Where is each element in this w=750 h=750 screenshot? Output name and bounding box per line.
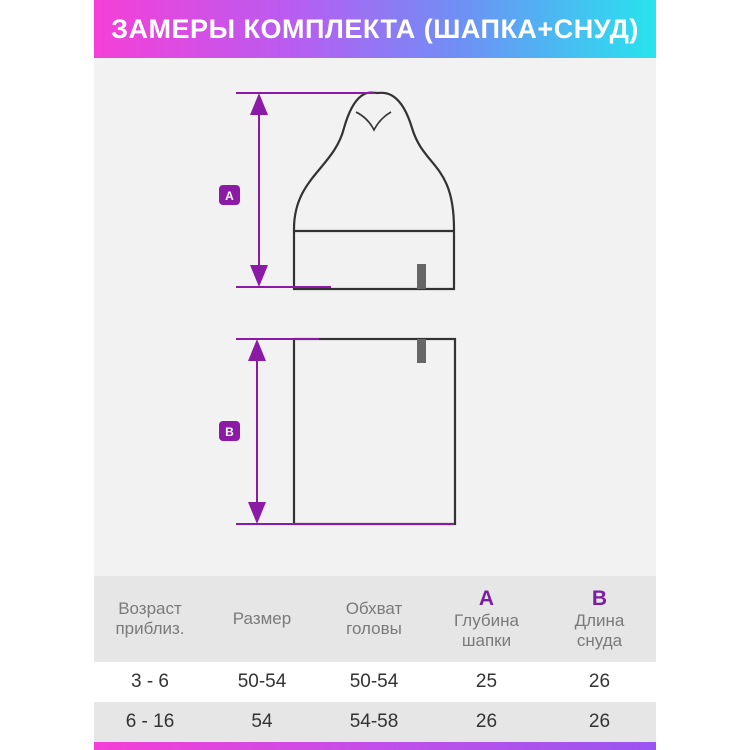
measure-b-arrow-up bbox=[248, 339, 266, 361]
snood-illustration bbox=[294, 339, 455, 524]
cell-length: 26 bbox=[588, 671, 611, 692]
cell-head: 50-54 bbox=[349, 671, 399, 692]
header-head-line2: головы bbox=[346, 619, 402, 638]
table-header bbox=[94, 576, 656, 662]
hat-label-tag bbox=[417, 264, 426, 289]
header-depth-line1: Глубина bbox=[454, 611, 519, 630]
cell-size: 50-54 bbox=[237, 671, 287, 692]
cell-depth: 25 bbox=[475, 671, 498, 692]
hat-outline bbox=[294, 93, 454, 289]
header-head-line1: Обхват bbox=[345, 599, 403, 618]
page-title: ЗАМЕРЫ КОМПЛЕКТА (ШАПКА+СНУД) bbox=[111, 13, 639, 44]
hat-illustration bbox=[294, 93, 454, 289]
size-table bbox=[94, 576, 656, 742]
measure-b-arrow-down bbox=[248, 502, 266, 524]
cell-depth: 26 bbox=[475, 711, 498, 732]
header-length-line1: Длина bbox=[574, 611, 625, 630]
snood-label-tag bbox=[417, 339, 426, 363]
header-size-line1: Размер bbox=[232, 609, 292, 628]
cell-head: 54-58 bbox=[349, 711, 399, 732]
cell-size: 54 bbox=[251, 711, 273, 732]
cell-length: 26 bbox=[588, 711, 611, 732]
header-snood-length bbox=[543, 576, 656, 662]
header-hat-depth bbox=[430, 576, 543, 662]
header-depth-letter: A bbox=[478, 587, 495, 610]
size-diagram bbox=[94, 58, 656, 576]
table-row bbox=[94, 662, 656, 702]
header-age-line1: Возраст bbox=[118, 599, 182, 618]
header-age-line2: приблиз. bbox=[115, 619, 185, 638]
cell-age: 6 - 16 bbox=[125, 711, 175, 732]
title-banner bbox=[94, 0, 656, 58]
cell-age: 3 - 6 bbox=[130, 671, 170, 692]
header-depth-line2: шапки bbox=[461, 631, 512, 650]
header-age bbox=[94, 576, 206, 662]
header-length-letter: B bbox=[591, 587, 608, 610]
snood-outline bbox=[294, 339, 455, 524]
header-length-line2: снуда bbox=[576, 631, 623, 650]
measure-b-letter: B bbox=[225, 425, 234, 439]
measure-a-arrow-up bbox=[250, 93, 268, 115]
measure-a-arrow-down bbox=[250, 265, 268, 287]
measure-a-letter: A bbox=[225, 189, 234, 203]
bottom-accent-bar bbox=[94, 742, 656, 750]
header-head-circumference bbox=[318, 576, 430, 662]
header-size bbox=[206, 576, 318, 662]
table-row bbox=[94, 702, 656, 742]
